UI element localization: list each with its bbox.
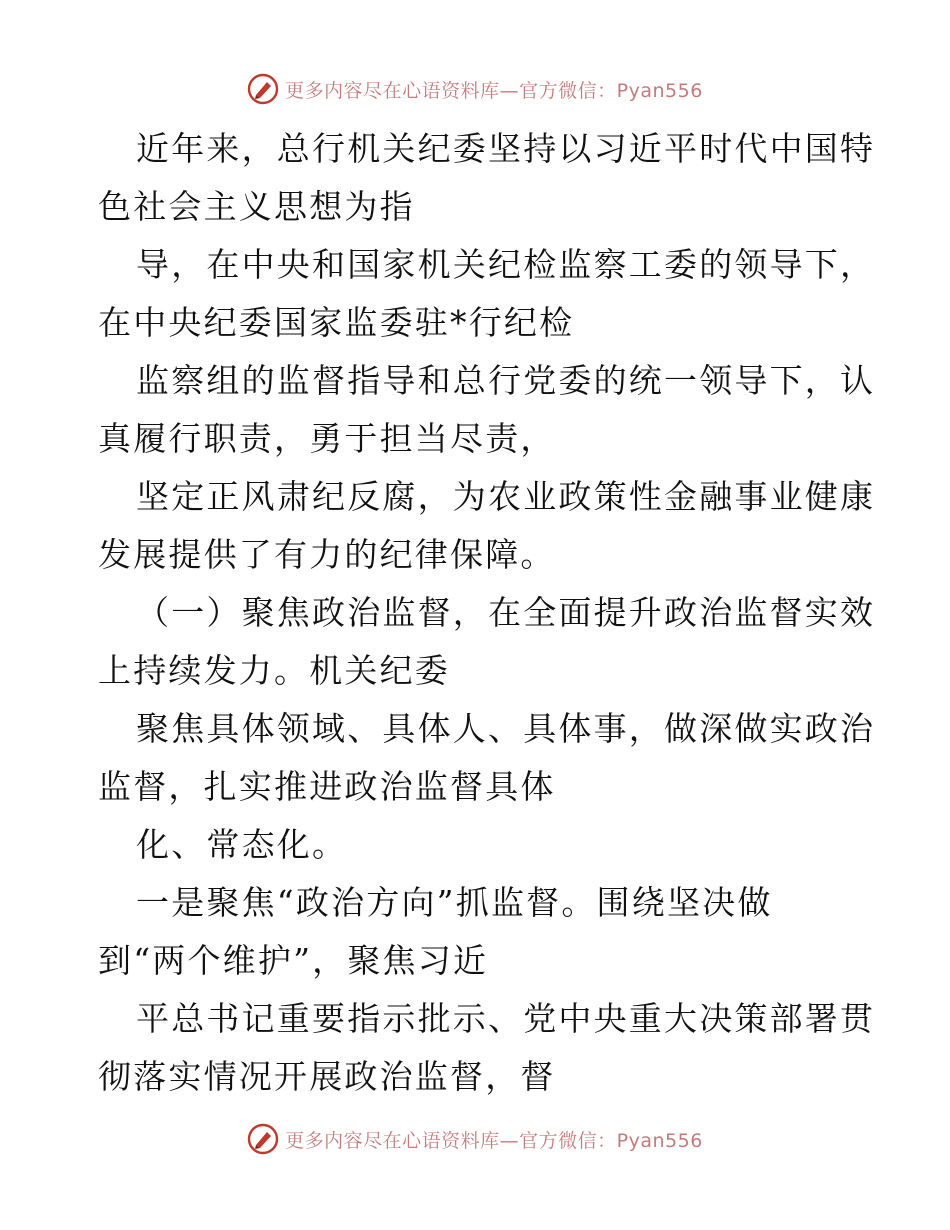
text-line: 平总书记重要指示批示、党中央重大决策部署贯 xyxy=(136,999,876,1038)
document-body xyxy=(98,120,876,1106)
pen-logo-icon xyxy=(247,1123,279,1155)
header-watermark xyxy=(0,71,950,107)
text-line: 到“两个维护”，聚焦习近 xyxy=(98,941,489,980)
text-line: 在中央纪委国家监委驻*行纪检 xyxy=(98,303,575,342)
text-line: 监察组的监督指导和总行党委的统一领导下，认 xyxy=(136,361,876,400)
text-line: 近年来，总行机关纪委坚持以习近平时代中国特 xyxy=(136,129,876,168)
text-line: 导，在中央和国家机关纪检监察工委的领导下， xyxy=(136,245,876,284)
pen-logo-icon xyxy=(247,73,279,105)
watermark-text: 更多内容尽在心语资料库—官方微信：Pyan556 xyxy=(285,1129,703,1152)
text-line: 色社会主义思想为指 xyxy=(98,187,415,226)
text-line: 监督，扎实推进政治监督具体 xyxy=(98,767,556,806)
footer-watermark xyxy=(0,1121,950,1157)
text-line: （一）聚焦政治监督，在全面提升政治监督实效 xyxy=(136,593,876,632)
watermark-text: 更多内容尽在心语资料库—官方微信：Pyan556 xyxy=(285,79,703,102)
text-line: 彻落实情况开展政治监督，督 xyxy=(98,1057,556,1096)
text-line: 坚定正风肃纪反腐，为农业政策性金融事业健康 xyxy=(136,477,876,516)
text-line: 真履行职责，勇于担当尽责， xyxy=(98,419,556,458)
text-line: 发展提供了有力的纪律保障。 xyxy=(98,535,556,574)
text-line: 一是聚焦“政治方向”抓监督。围绕坚决做 xyxy=(136,883,773,922)
text-line: 上持续发力。机关纪委 xyxy=(98,651,450,690)
text-line: 化、常态化。 xyxy=(136,825,348,864)
text-line: 聚焦具体领域、具体人、具体事，做深做实政治 xyxy=(136,709,876,748)
